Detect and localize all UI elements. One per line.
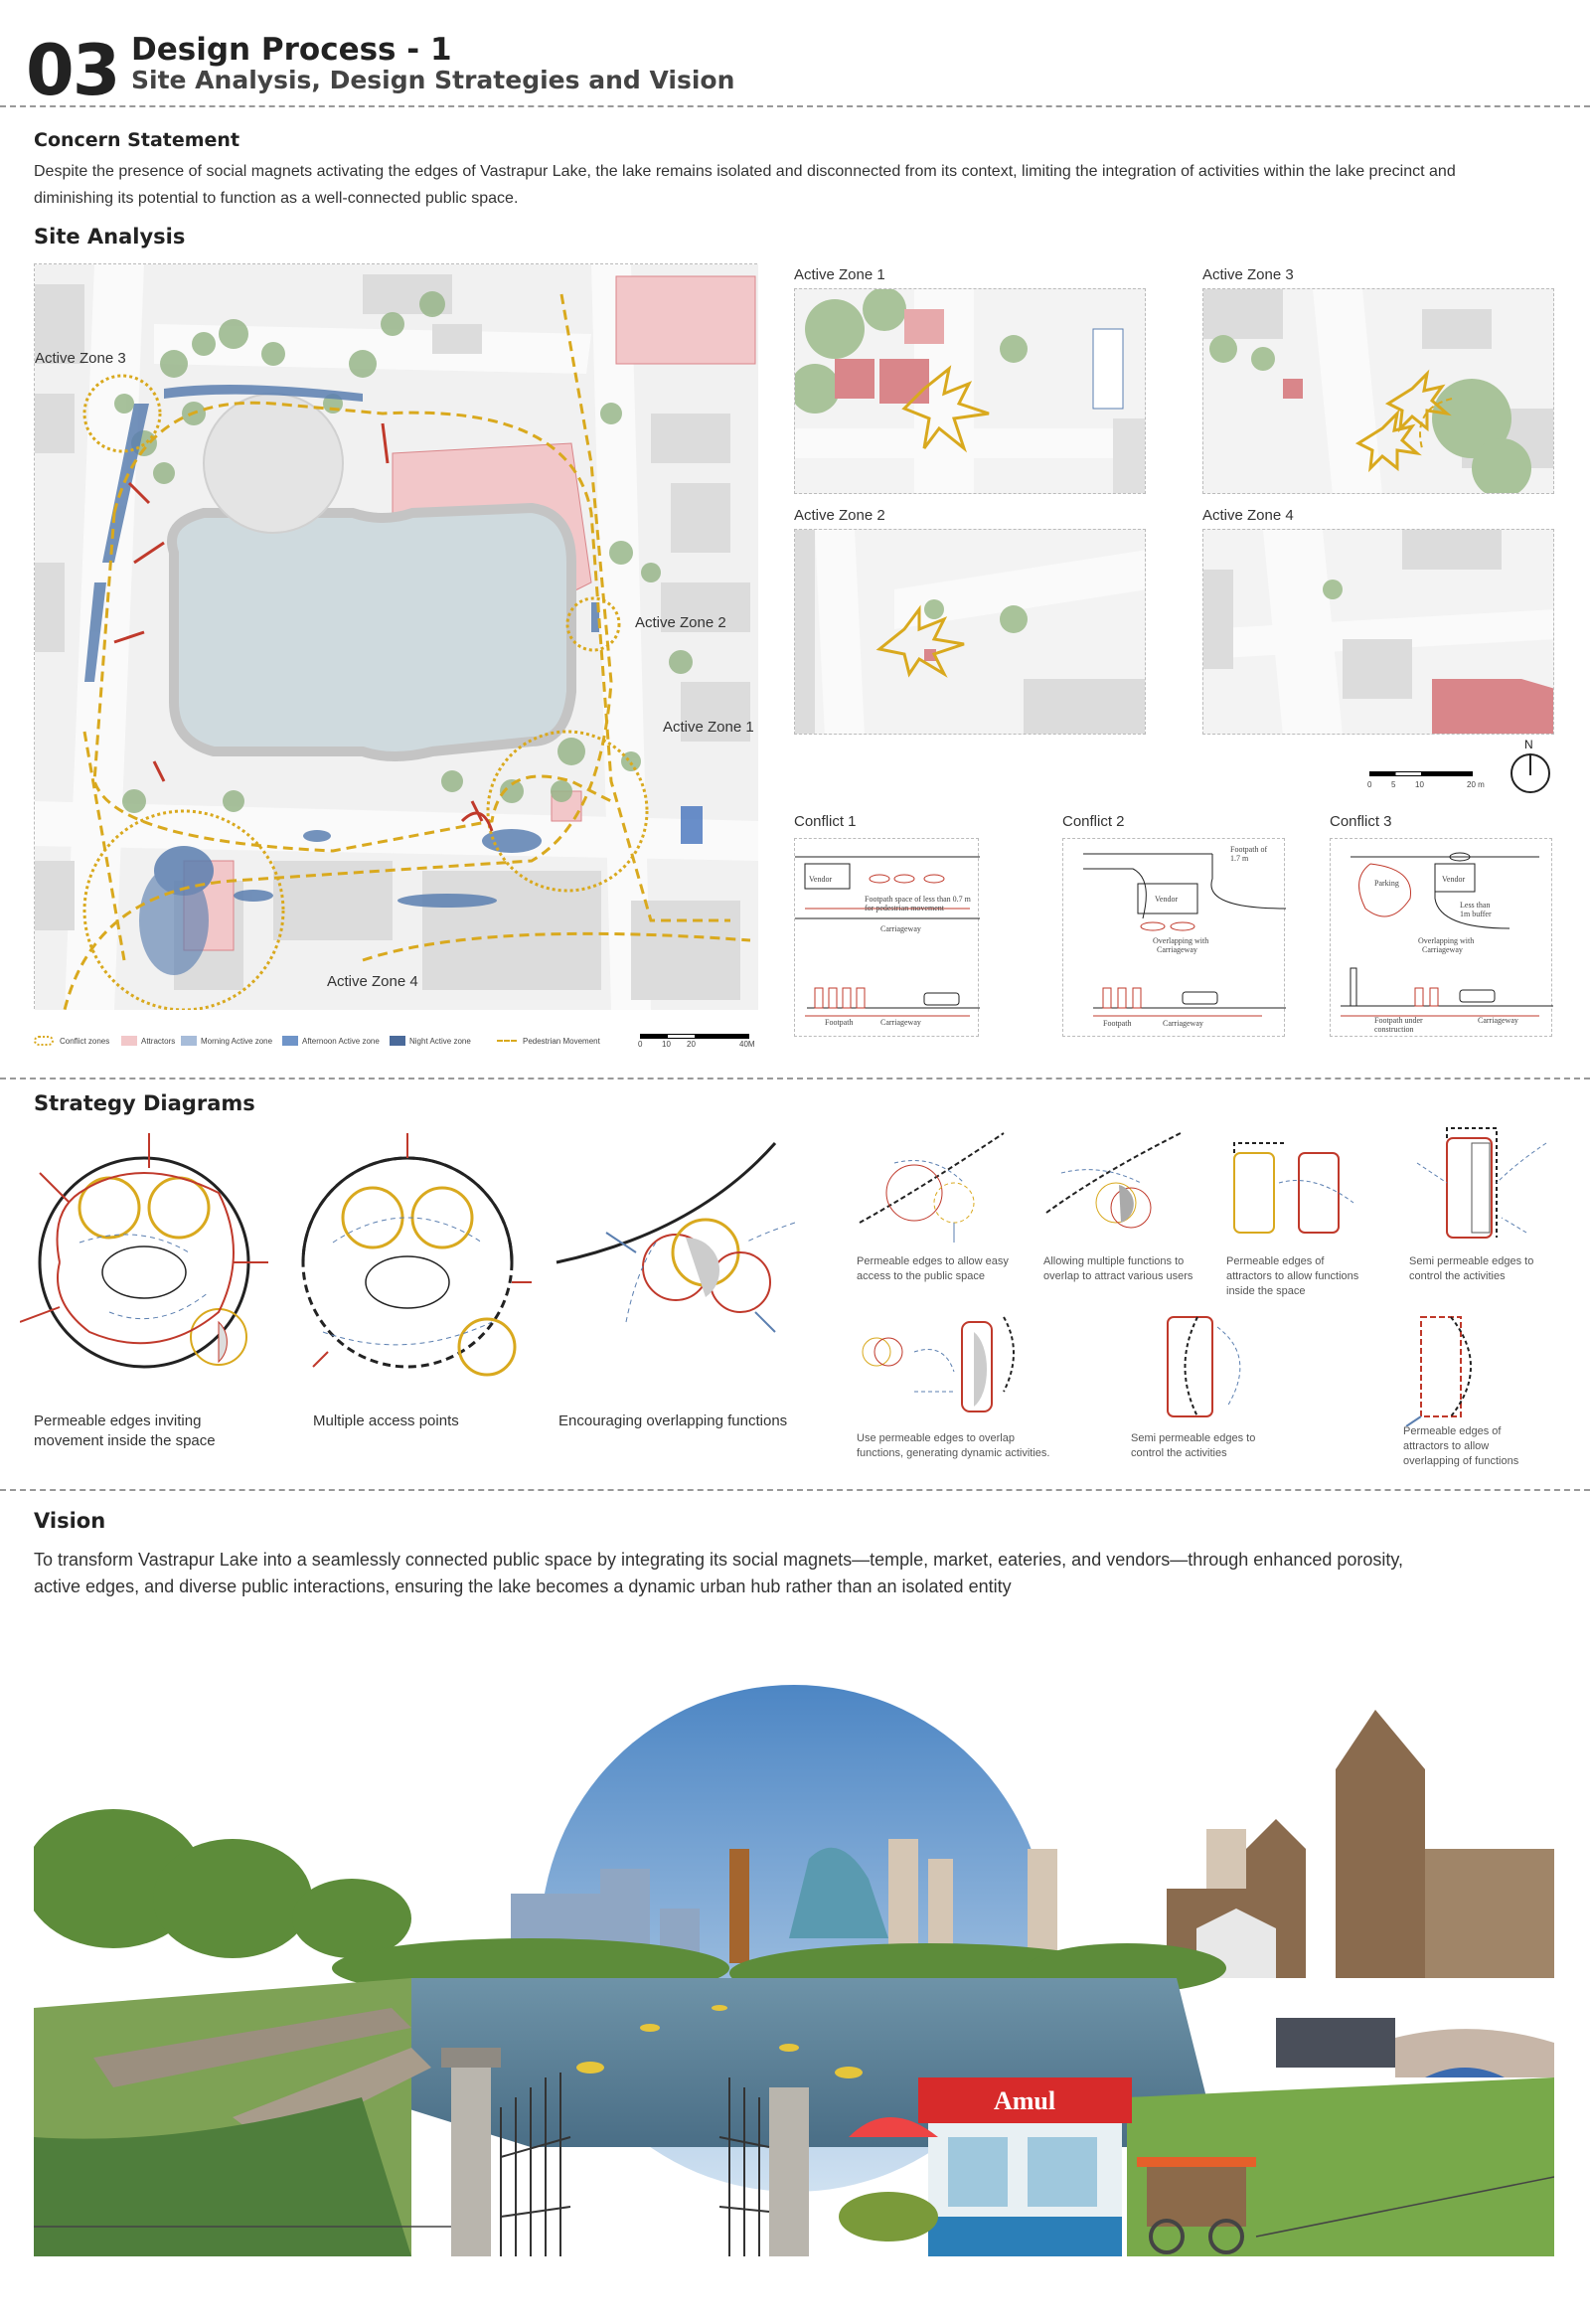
- zone-panel-title-3: Active Zone 3: [1202, 266, 1294, 283]
- scale-20: 20: [687, 1040, 696, 1049]
- mini-diagram-1: [855, 1123, 1014, 1247]
- divider: [0, 105, 1590, 107]
- c1-note-carriageway-2: Carriageway: [880, 1018, 921, 1027]
- map-label-zone1: Active Zone 1: [663, 719, 754, 736]
- mini-caption-1a: Permeable edges to allow easy: [857, 1255, 1009, 1267]
- page-title: Design Process - 1: [131, 32, 452, 68]
- conflict-2-title: Conflict 2: [1062, 813, 1125, 830]
- strategy-diagram-overlap: [547, 1133, 795, 1397]
- mini-caption-2a: Allowing multiple functions to: [1043, 1255, 1185, 1267]
- legend-night: Night Active zone: [409, 1037, 471, 1046]
- zone-scale-0: 0: [1367, 780, 1372, 789]
- legend-swatch-afternoon: [282, 1036, 298, 1046]
- zone-panel-4: [1202, 529, 1554, 735]
- site-analysis-heading: Site Analysis: [34, 225, 186, 249]
- c1-note-footpath: Footpath space of less than 0.7 m: [865, 895, 971, 904]
- c3-note-carriageway-2: Carriageway: [1478, 1016, 1518, 1025]
- mini-diagram-5: [855, 1312, 1034, 1436]
- mini-caption-7b: attractors to allow: [1403, 1440, 1490, 1452]
- mini-caption-6b: control the activities: [1131, 1447, 1227, 1459]
- zone-panel-1: [794, 288, 1146, 494]
- kiosk-sign: Amul: [993, 2086, 1056, 2115]
- site-map: [34, 263, 757, 1009]
- strategy-heading: Strategy Diagrams: [34, 1091, 255, 1115]
- c2-note-footpath-of: Footpath of: [1230, 845, 1268, 854]
- mini-caption-5a: Use permeable edges to overlap: [857, 1432, 1015, 1444]
- conflict-1-diagram: [794, 838, 979, 1037]
- concern-line-2: diminishing its potential to function as a well-connected public space.: [34, 190, 519, 207]
- strategy-caption-3: Encouraging overlapping functions: [558, 1412, 788, 1429]
- c2-note-width: 1.7 m: [1230, 854, 1249, 863]
- c3-note-vendor: Vendor: [1442, 875, 1466, 884]
- vision-line-2: active edges, and diverse public interactions, ensuring the lake becomes a dynamic urban hub rather than an isolated entity: [34, 1577, 1012, 1596]
- divider: [0, 1489, 1590, 1491]
- legend-morning: Morning Active zone: [201, 1037, 273, 1046]
- legend-afternoon: Afternoon Active zone: [302, 1037, 380, 1046]
- c2-note-vendor: Vendor: [1155, 895, 1179, 904]
- concern-line-1: Despite the presence of social magnets activating the edges of Vastrapur Lake, the lake remains isolated and disconnected from its context, limiting the integration of activities within the lake precinct and: [34, 163, 1456, 180]
- conflict-3-diagram: [1330, 838, 1552, 1037]
- legend-attractors: Attractors: [141, 1037, 176, 1046]
- scale-10: 10: [662, 1040, 671, 1049]
- zone-scale-bar: [1369, 771, 1473, 776]
- c1-note-footpath-2: Footpath: [825, 1018, 854, 1027]
- c2-note-overlap: Overlapping with: [1153, 936, 1209, 945]
- page-subtitle: Site Analysis, Design Strategies and Vision: [131, 66, 735, 94]
- conflict-1-title: Conflict 1: [794, 813, 857, 830]
- conflict-2-diagram: [1062, 838, 1285, 1037]
- strategy-diagram-access: [283, 1133, 532, 1397]
- vision-heading: Vision: [34, 1509, 106, 1533]
- zone-scale-10: 10: [1415, 780, 1424, 789]
- c3-note-footpath-under: Footpath under: [1374, 1016, 1423, 1025]
- mini-diagram-4: [1407, 1123, 1566, 1247]
- zone-panel-2: [794, 529, 1146, 735]
- legend-swatch-conflict: [34, 1036, 54, 1046]
- c3-note-parking: Parking: [1374, 879, 1399, 888]
- zone-panel-3: [1202, 288, 1554, 494]
- map-legend: [34, 1034, 759, 1050]
- c2-note-carriageway-2: Carriageway: [1163, 1019, 1203, 1028]
- c3-note-construction: construction: [1374, 1025, 1414, 1034]
- strategy-diagram-permeable: [20, 1133, 268, 1397]
- legend-swatch-morning: [181, 1036, 197, 1046]
- zone-panel-title-2: Active Zone 2: [794, 507, 885, 524]
- c1-note-ped: for pedestrian movement: [865, 904, 944, 913]
- map-label-zone3: Active Zone 3: [35, 350, 126, 367]
- c3-note-less: Less than: [1460, 901, 1491, 910]
- mini-diagram-7: [1401, 1307, 1540, 1431]
- vision-collage: [34, 1680, 1554, 2256]
- mini-caption-5b: functions, generating dynamic activities.: [857, 1447, 1050, 1459]
- mini-caption-4a: Semi permeable edges to: [1409, 1255, 1534, 1267]
- scale-40m: 40M: [739, 1040, 755, 1049]
- c1-note-carriageway: Carriageway: [880, 924, 921, 933]
- vision-line-1: To transform Vastrapur Lake into a seamlessly connected public space by integrating its social magnets—temple, market, eateries, and vendors—through enhanced porosity,: [34, 1550, 1404, 1570]
- zone-scale-20: 20 m: [1467, 780, 1485, 789]
- mini-caption-4b: control the activities: [1409, 1270, 1506, 1282]
- strategy-caption-2: Multiple access points: [313, 1412, 459, 1429]
- mini-caption-7c: overlapping of functions: [1403, 1455, 1519, 1467]
- divider: [0, 1078, 1590, 1079]
- c1-note-vendor: Vendor: [809, 875, 833, 884]
- strategy-caption-1b: movement inside the space: [34, 1432, 216, 1449]
- mini-caption-7a: Permeable edges of: [1403, 1425, 1502, 1437]
- mini-caption-1b: access to the public space: [857, 1270, 986, 1282]
- c2-note-footpath: Footpath: [1103, 1019, 1132, 1028]
- conflict-3-title: Conflict 3: [1330, 813, 1392, 830]
- legend-pedestrian: Pedestrian Movement: [523, 1037, 600, 1046]
- mini-caption-3c: inside the space: [1226, 1285, 1306, 1297]
- mini-caption-3a: Permeable edges of: [1226, 1255, 1325, 1267]
- legend-conflict: Conflict zones: [60, 1037, 110, 1046]
- mini-diagram-3: [1224, 1123, 1383, 1247]
- mini-caption-6a: Semi permeable edges to: [1131, 1432, 1256, 1444]
- zone-panel-title-1: Active Zone 1: [794, 266, 885, 283]
- map-label-zone4: Active Zone 4: [327, 973, 418, 990]
- mini-caption-3b: attractors to allow functions: [1226, 1270, 1359, 1282]
- legend-swatch-pedestrian: [497, 1040, 517, 1042]
- legend-swatch-attractor: [121, 1036, 137, 1046]
- north-label: N: [1524, 738, 1533, 751]
- section-number: 03: [26, 30, 119, 111]
- north-needle: [1529, 753, 1531, 775]
- c3-note-carriageway: Carriageway: [1422, 945, 1463, 954]
- map-scale-bar: [640, 1034, 749, 1039]
- mini-caption-2b: overlap to attract various users: [1043, 1270, 1193, 1282]
- concern-heading: Concern Statement: [34, 129, 240, 151]
- zone-panel-title-4: Active Zone 4: [1202, 507, 1294, 524]
- mini-diagram-6: [1128, 1307, 1267, 1431]
- c3-note-overlap: Overlapping with: [1418, 936, 1475, 945]
- scale-0: 0: [638, 1040, 643, 1049]
- map-label-zone2: Active Zone 2: [635, 614, 726, 631]
- strategy-caption-1a: Permeable edges inviting: [34, 1412, 202, 1429]
- mini-diagram-2: [1041, 1123, 1200, 1247]
- legend-swatch-night: [390, 1036, 405, 1046]
- c2-note-carriageway: Carriageway: [1157, 945, 1197, 954]
- c3-note-buffer: 1m buffer: [1460, 910, 1492, 918]
- zone-scale-5: 5: [1391, 780, 1396, 789]
